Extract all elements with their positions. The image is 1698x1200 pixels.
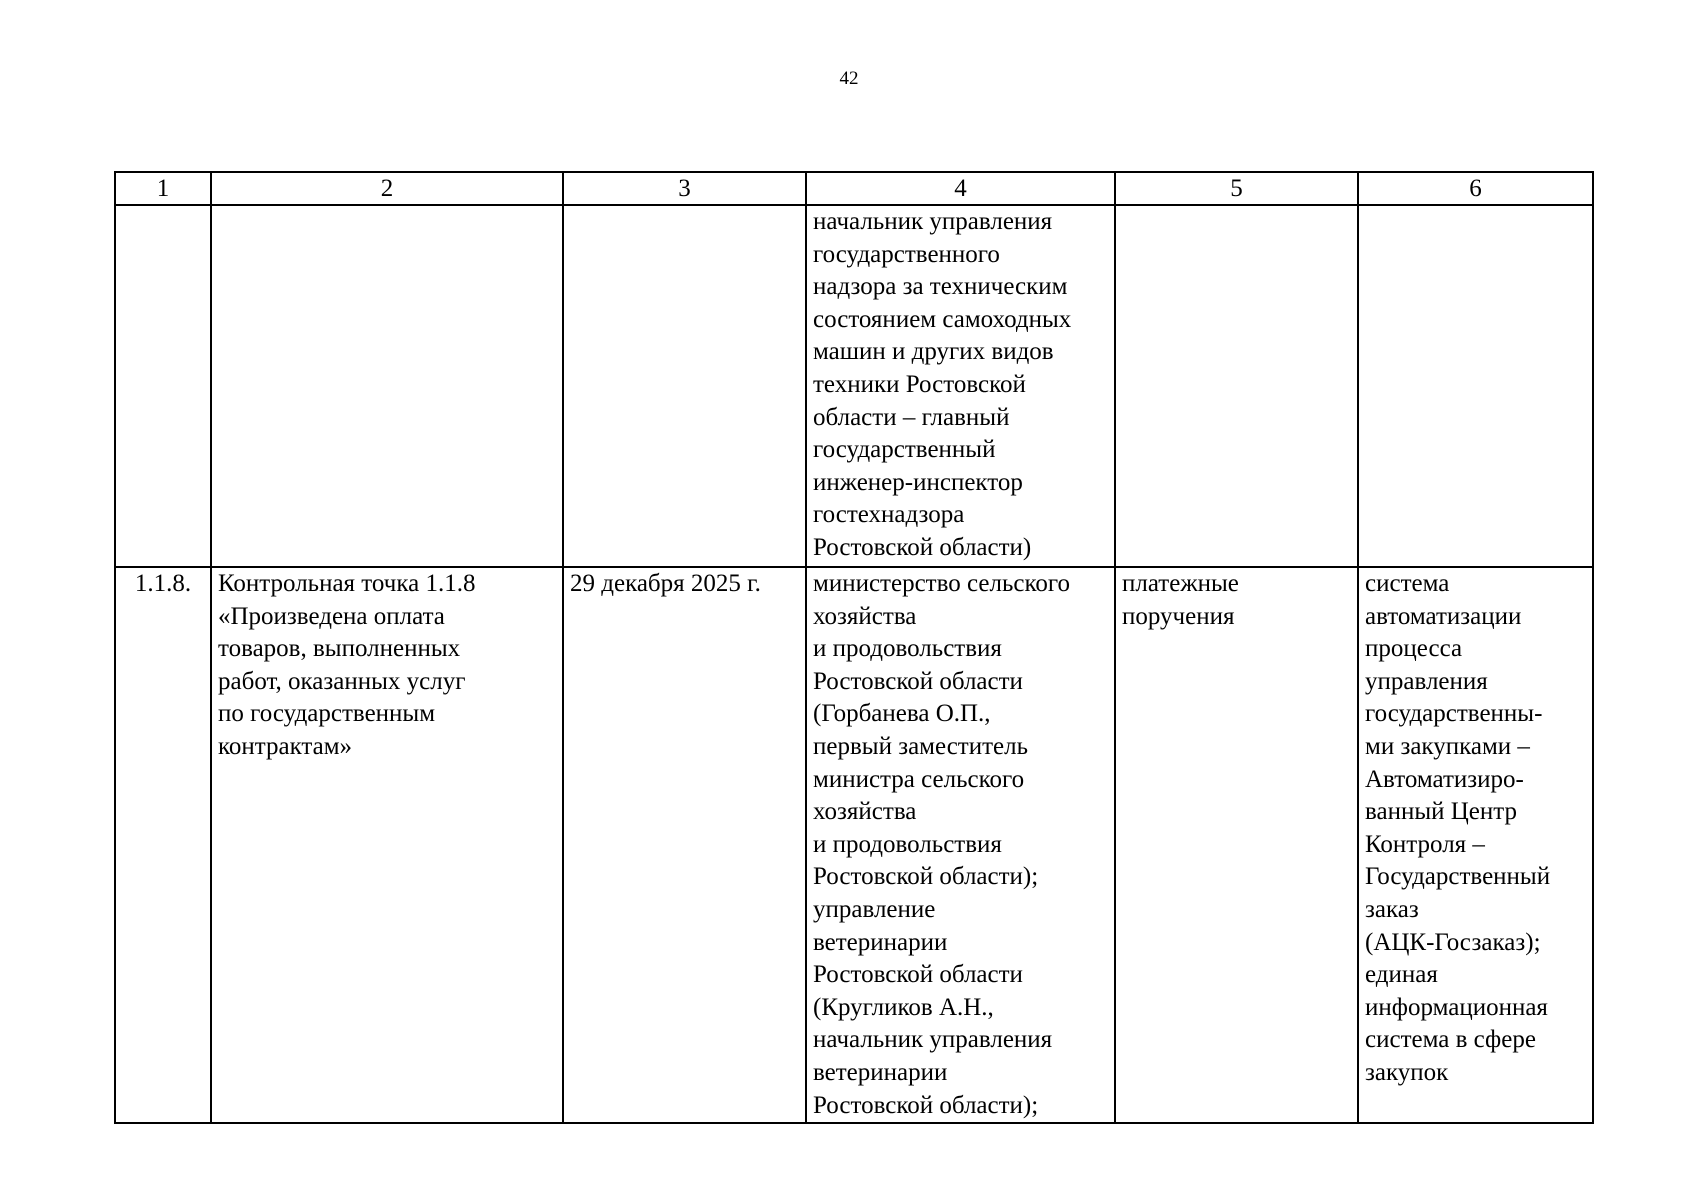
deadline: 29 декабря 2025 г.: [570, 570, 761, 597]
responsible-cell: [806, 567, 1115, 1123]
column-header-5: 5: [1115, 172, 1358, 205]
system-cell: [1358, 205, 1593, 567]
responsible-text: начальник управления государственного надзора за техническим состоянием самоходных машин и других видов техники Ростовской области – главный государственный инженер-инспектор гостехнадзора Ростовской области): [813, 208, 1072, 561]
plan-table: [114, 171, 1594, 1124]
table-header-row: [115, 172, 1593, 205]
column-header-2: 2: [211, 172, 563, 205]
document-text: платежные поручения: [1122, 570, 1239, 630]
page-number: 42: [839, 68, 859, 89]
responsible-text: министерство сельского хозяйства и продовольствия Ростовской области (Горбанева О.П., первый заместитель министра сельского хозяйства и продовольствия Ростовской области); управление ветеринарии Ростовской области (Кругликов А.Н., начальник управления ветеринарии Ростовской области);: [813, 570, 1070, 1119]
column-header-6: 6: [1358, 172, 1593, 205]
document-cell: [1115, 567, 1358, 1123]
document-cell: [1115, 205, 1358, 567]
event-name-cell: [211, 567, 563, 1123]
row-number-cell: [115, 205, 211, 567]
table-row: [115, 567, 1593, 1123]
column-header-3: 3: [563, 172, 806, 205]
responsible-cell: [806, 205, 1115, 567]
deadline-cell: [563, 567, 806, 1123]
event-name: Контрольная точка 1.1.8 «Произведена оплата товаров, выполненных работ, оказанных услуг по государственным контрактам»: [218, 570, 476, 760]
system-text: система автоматизации процесса управления государственны- ми закупками – Автоматизиро- ванный Центр Контроля – Государственный заказ (АЦК-Госзаказ); единая информационная система в сфере закупок: [1365, 570, 1551, 1086]
event-name-cell: [211, 205, 563, 567]
system-cell: [1358, 567, 1593, 1123]
deadline-cell: [563, 205, 806, 567]
row-number: 1.1.8.: [134, 570, 192, 597]
column-header-1: 1: [115, 172, 211, 205]
table-row: [115, 205, 1593, 567]
column-header-4: 4: [806, 172, 1115, 205]
row-number-cell: [115, 567, 211, 1123]
